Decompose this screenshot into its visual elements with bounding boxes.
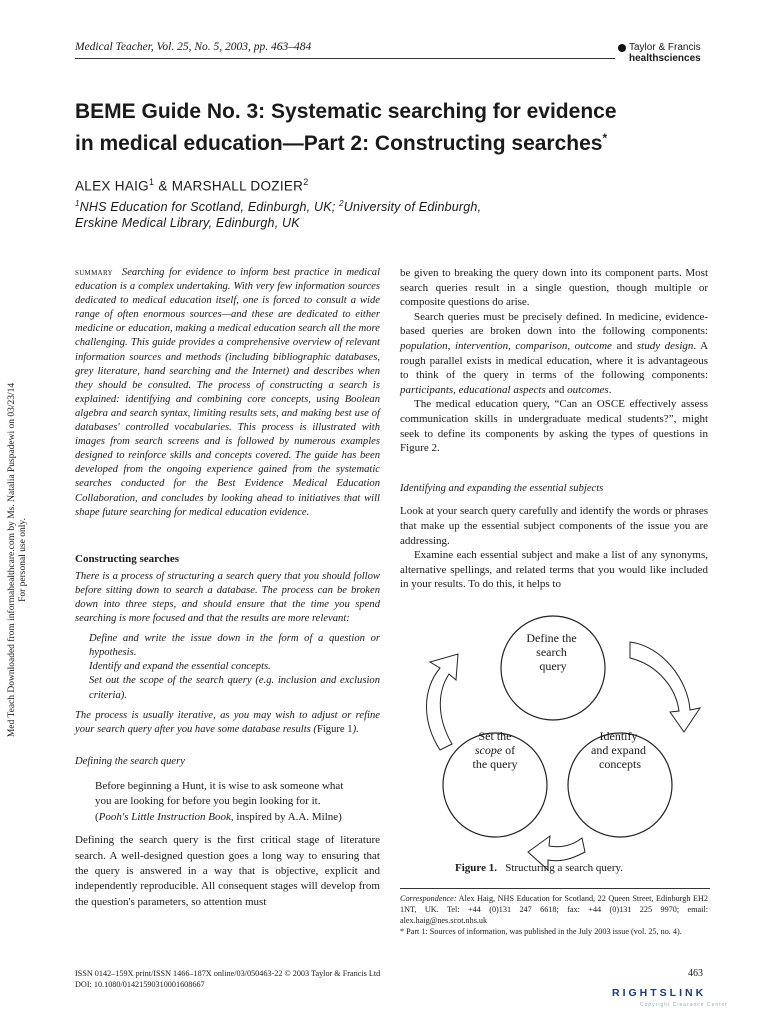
circle-scope-of: of <box>502 743 516 757</box>
author-list <box>75 177 309 194</box>
circle-define-line-2: search <box>536 645 567 659</box>
publisher-logo-icon <box>618 44 626 52</box>
publisher-logo <box>618 42 701 64</box>
svg-text:scope of <box>475 743 515 757</box>
term-outcomes: outcomes <box>567 383 609 396</box>
article-title <box>75 98 715 157</box>
rightslink-tagline: Copyright Clearance Center <box>640 1002 728 1008</box>
figure-caption <box>455 862 623 874</box>
title-star-icon: * <box>602 131 608 145</box>
iterative-text: The process is usually iterative, as you may wish to adjust or refine your search query after you have some database results ( <box>75 709 380 735</box>
quote-text: Before beginning a Hunt, it is wise to ask someone what you are looking for before you begin looking for it. ( <box>95 779 344 823</box>
intro-paragraph: There is a process of structuring a search query that you should follow before sitting down to search a database. The process can be broken down into three steps, and should ensure that the time you spend searching is more focused and that the results are more relevant: <box>75 570 380 625</box>
journal-citation: Medical Teacher, Vol. 25, No. 5, 2003, pp. 463–484 <box>75 41 312 53</box>
term-intervention: intervention <box>454 339 509 352</box>
body-paragraph-3: The medical education query, “Can an OSCE effectively assess communication skills in undergraduate medical students?”, might seek to define its components by asking the types of questions in Figure 2. <box>400 398 708 455</box>
term-study-design: study design <box>636 339 694 352</box>
watermark-line-1: Med Teach Downloaded from informahealthcare.com by Ms. Natalia Puspadewi on 03/23/14 <box>7 382 17 738</box>
section-heading: Constructing searches <box>75 552 179 565</box>
affil-1-sup: 1 <box>75 199 80 208</box>
circle-define-line-3: query <box>539 659 567 673</box>
affil-2-sup: 2 <box>339 199 344 208</box>
circle-identify-line-1: Identify <box>599 729 638 743</box>
subsection-heading-2: Identifying and expanding the essential subjects <box>400 482 604 494</box>
term-comparison: comparison <box>515 339 568 352</box>
arrow-scope-to-define-icon <box>427 654 459 750</box>
affiliation <box>75 196 595 231</box>
title-line-2: in medical education—Part 2: Constructing searches <box>75 132 603 155</box>
affil-2-line-2: Erskine Medical Library, Edinburgh, UK <box>75 216 300 231</box>
body-paragraph-4: Look at your search query carefully and identify the words or phrases that make up the essential subject components of the issue you are addressing. <box>400 505 708 547</box>
publisher-name: Taylor & Francis <box>629 42 701 53</box>
list-item: Identify and expand the essential concepts. <box>89 661 271 673</box>
footer <box>75 968 380 990</box>
author-2-sup: 2 <box>303 177 309 187</box>
part1-footnote: * Part 1: Sources of information, was published in the July 2003 issue (vol. 25, no. 4). <box>400 927 682 936</box>
author-1: ALEX HAIG <box>75 178 149 194</box>
rightslink-logo[interactable]: RIGHTSLINK <box>612 987 707 999</box>
iterative-paragraph <box>75 709 380 737</box>
p2-mid: . A rough parallel exists in medical education, where it is advantageous to think of the query in terms of the following components: <box>400 339 709 382</box>
p2-text: Search queries must be precisely defined. In medicine, evidence-based queries are broken down into the following components: <box>400 310 708 338</box>
download-watermark <box>4 330 32 790</box>
page-number: 463 <box>688 968 703 979</box>
watermark-line-2: For personal use only. <box>18 518 28 602</box>
quote-title: Pooh's Little Instruction Book <box>98 810 231 823</box>
author-2: MARSHALL DOZIER <box>171 178 304 194</box>
body-paragraph: Defining the search query is the first critical stage of literature search. A well-designed question goes a long way to ensuring that the query is answered in a way that is objective, explicit and independently reproducible. All consequent stages will develop from the question's parameters, so attention must <box>75 834 380 908</box>
steps-list <box>75 632 380 702</box>
svg-text:the query <box>473 757 518 771</box>
list-item: Define and write the issue down in the form of a question or hypothesis. <box>89 633 380 659</box>
summary-text: Searching for evidence to inform best practice in medical education is a complex undertaking. With very few information sources dedicated to medical education itself, one is forced to consult a wide range of often enormous sources—and these are dedicated to either medicine or education, making a medical education search all the more challenging. This guide provides a comprehensive overview of relevant information sources and methods (including bibliographic databases, grey literature, hand searching and the Internet) and describes when they should be consulted. The process of constructing a search is explained: identifying and combining core concepts, using Boolean algebra and search syntax, limiting results sets, and making best use of databases' controlled vocabularies. This process is illustrated with images from search screens and is followed by numerous examples designed to reinforce skills and concepts covered. The guide has been developed from the ongoing experience gained from the systematic searches conducted for the Best Evidence Medical Education Collaboration, and concludes by looking ahead to initiatives that will shape future searching for medical education evidence. <box>75 267 381 518</box>
circle-define-line-1: Define the <box>526 631 577 645</box>
svg-text:Set the <box>479 729 512 743</box>
term-population: population <box>400 339 448 352</box>
header-rule <box>75 58 615 59</box>
figure-caption-text: Structuring a search query. <box>505 862 624 874</box>
footer-doi: DOI: 10.1080/01421590310001608667 <box>75 980 205 989</box>
summary-paragraph <box>75 266 380 520</box>
correspondence-rule <box>400 888 710 889</box>
author-1-sup: 1 <box>148 177 155 187</box>
circle-identify-line-3: concepts <box>599 757 641 771</box>
body-paragraph-5: Examine each essential subject and make a list of any synonyms, alternative spellings, and related terms that you would like included in your results. To do this, it helps to <box>400 549 708 591</box>
iterative-end: ). <box>352 723 359 735</box>
summary-label: summary <box>75 267 113 278</box>
figure-caption-label: Figure 1. <box>455 862 497 874</box>
affil-2: University of Edinburgh, <box>343 200 482 215</box>
circle-scope-line-1: Set the <box>478 729 512 743</box>
circle-scope-line-3: the query <box>472 757 518 771</box>
affil-1: NHS Education for Scotland, Edinburgh, UK; <box>79 200 340 215</box>
figure-1-link[interactable]: Figure 1 <box>316 723 353 735</box>
footer-issn: ISSN 0142–159X print/ISSN 1466–187X online/03/050463-22 © 2003 Taylor & Francis Ltd <box>75 969 381 978</box>
author-separator: & <box>154 178 172 194</box>
circle-scope-word: scope <box>474 743 503 757</box>
quote-attribution: , inspired by A.A. Milne) <box>230 810 342 823</box>
arrow-define-to-identify-icon <box>630 642 700 732</box>
body-paragraph-1: be given to breaking the query down into its component parts. Most search queries result in a single question, though multiple or composite questions do arise. <box>400 267 708 309</box>
correspondence-label: Correspondence: <box>400 894 457 903</box>
title-line-1: BEME Guide No. 3: Systematic searching for evidence <box>75 100 617 123</box>
left-column <box>75 266 380 910</box>
list-item: Set out the scope of the search query (e.g. inclusion and exclusion criteria). <box>89 675 380 701</box>
svg-text:Identify and expand co <box>591 729 649 771</box>
correspondence-note <box>400 893 708 937</box>
figure-1-diagram <box>400 610 710 880</box>
subsection-heading: Defining the search query <box>75 755 185 767</box>
right-column <box>400 266 708 592</box>
publisher-imprint: healthsciences <box>629 53 701 64</box>
circle-identify-line-2: and expand <box>591 743 646 757</box>
pooh-quote <box>75 779 380 825</box>
body-paragraph-2: Search queries must be precisely defined. In medicine, evidence-based queries are broken down into the following components: population, intervention, comparison, outcome and study design. A rough parallel exists in medical education, where it is advantageous to think of the query in terms of the following components: participants, educational aspects and outcomes. <box>400 310 709 396</box>
correspondence-text: Alex Haig, NHS Education for Scotland, 22 Queen Street, Edinburgh EH2 1NT, UK. Tel: +44 (0)131 247 6618; fax: +44 (0)131 225 9970; email: alex.haig@nes.scot.nhs.uk <box>400 894 708 925</box>
term-outcome: outcome <box>574 339 612 352</box>
term-educational-aspects: educational aspects <box>458 383 546 396</box>
term-participants: participants <box>400 383 454 396</box>
